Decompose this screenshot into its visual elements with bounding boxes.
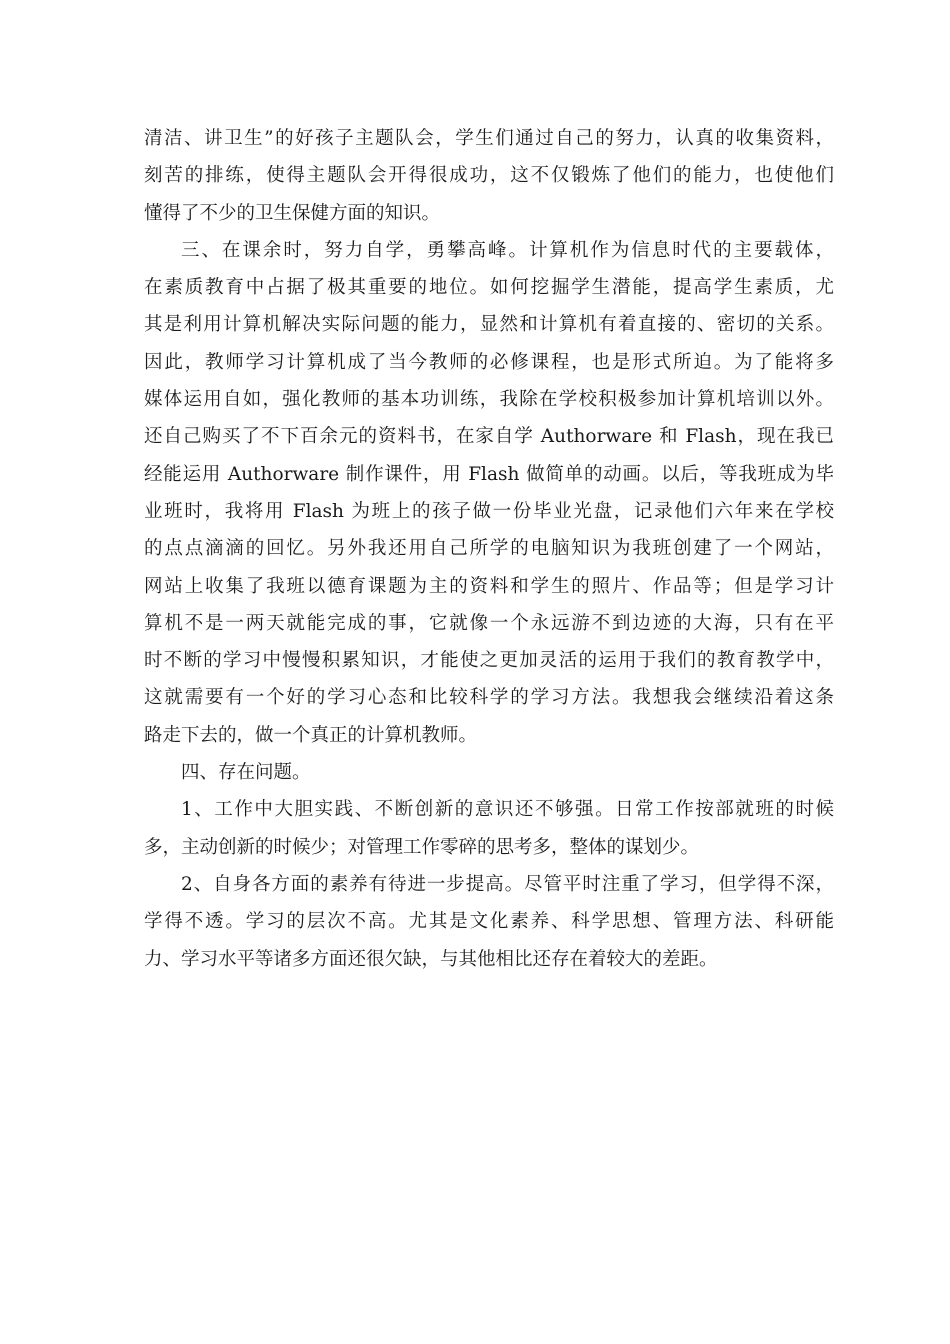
text-line: 经能运用 Authorware 制作课件，用 Flash 做简单的动画。以后，等我班成为毕 [144,463,834,485]
document-body [144,120,834,978]
text-line: 2、自身各方面的素养有待进一步提高。尽管平时注重了学习，但学得不深， [181,873,834,895]
text-line: 1、工作中大胆实践、不断创新的意识还不够强。日常工作按部就班的时候 [181,799,834,821]
text-line: 清洁、讲卫生”的好孩子主题队会，学生们通过自己的努力，认真的收集资料， [144,128,834,149]
text-line: 时不断的学习中慢慢积累知识，才能使之更加灵活的运用于我们的教育教学中， [144,650,834,672]
text-line: 力、学习水平等诸多方面还很欠缺，与其他相比还存在着较大的差距。 [144,948,718,970]
text-line: 算机不是一两天就能完成的事，它就像一个永远游不到边迹的大海，只有在平 [144,612,834,634]
text-line: 网站上收集了我班以德育课题为主的资料和学生的照片、作品等；但是学习计 [144,575,834,597]
text-line: 因此，教师学习计算机成了当今教师的必修课程，也是形式所迫。为了能将多 [144,351,834,373]
text-line: 三、在课余时，努力自学，勇攀高峰。计算机作为信息时代的主要载体， [181,239,834,261]
text-line: 懂得了不少的卫生保健方面的知识。 [144,202,441,224]
text-line: 多，主动创新的时候少；对管理工作零碎的思考多，整体的谋划少。 [144,836,700,858]
text-line: 刻苦的排练，使得主题队会开得很成功，这不仅锻炼了他们的能力，也使他们 [144,165,834,187]
text-line: 媒体运用自如，强化教师的基本功训练，我除在学校积极参加计算机培训以外。 [144,389,834,411]
text-line: 还自己购买了不下百余元的资料书，在家自学 Authorware 和 Flash，现在我已 [144,426,834,448]
text-line: 的点点滴滴的回忆。另外我还用自己所学的电脑知识为我班创建了一个网站， [144,538,834,560]
text-line: 这就需要有一个好的学习心态和比较科学的学习方法。我想我会继续沿着这条 [144,687,834,709]
text-line: 路走下去的，做一个真正的计算机教师。 [144,724,478,746]
text-line: 学得不透。学习的层次不高。尤其是文化素养、科学思想、管理方法、科研能 [144,911,834,933]
text-line: 四、存在问题。 [181,762,311,784]
text-line: 在素质教育中占据了极其重要的地位。如何挖掘学生潜能，提高学生素质，尤 [144,277,834,299]
text-line: 业班时，我将用 Flash 为班上的孩子做一份毕业光盘，记录他们六年来在学校 [144,500,834,522]
text-line: 其是利用计算机解决实际问题的能力，显然和计算机有着直接的、密切的关系。 [144,314,834,336]
